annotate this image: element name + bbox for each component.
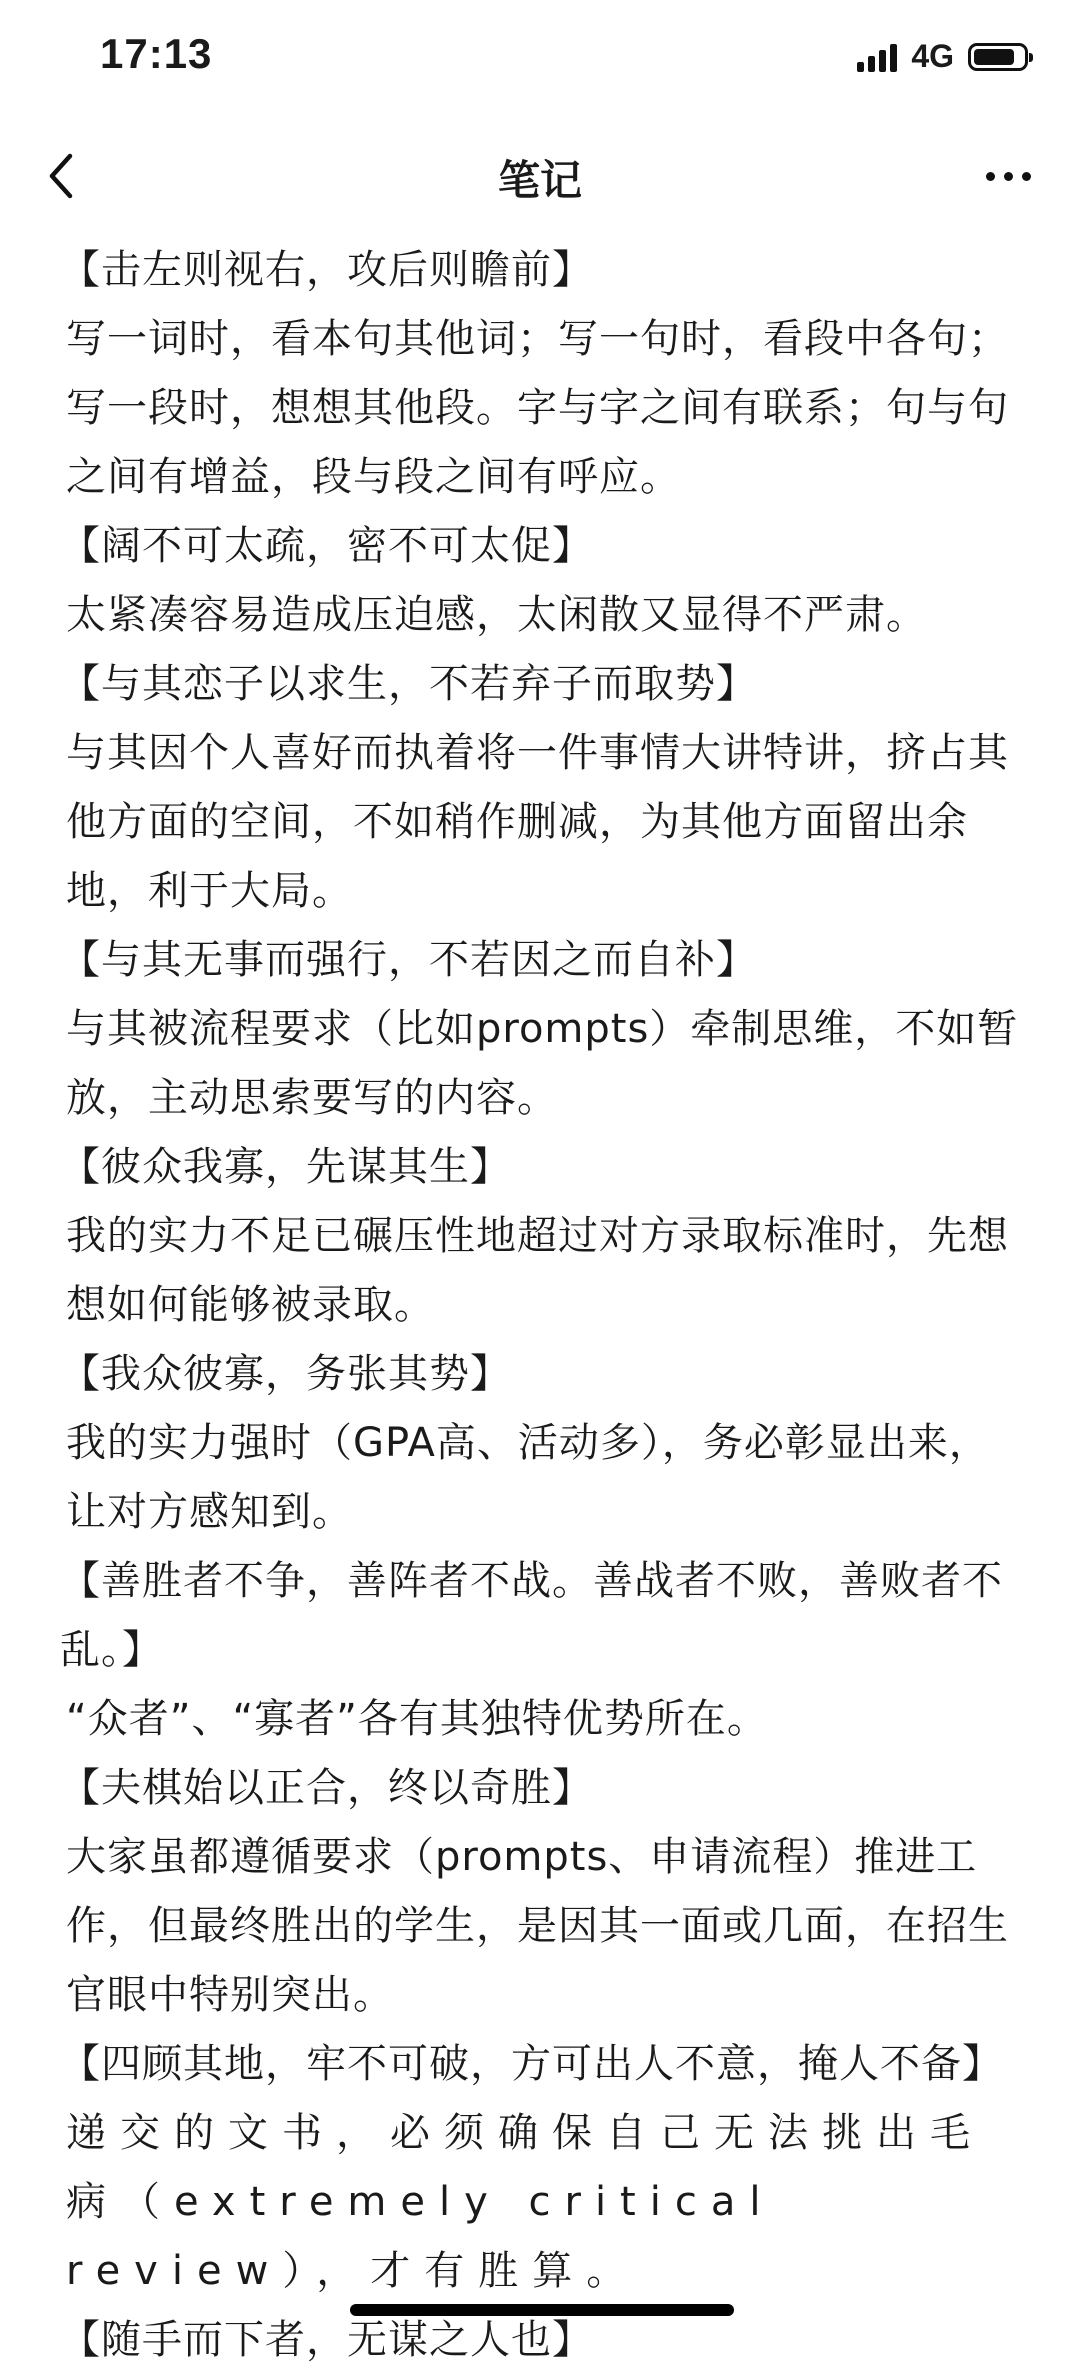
- note-heading: 【与其恋子以求生，不若弃子而取势】: [60, 661, 757, 707]
- note-heading: 【彼众我寡，先谋其生】: [60, 1144, 511, 1190]
- network-type-label: 4G: [911, 38, 954, 74]
- status-time: 17:13: [100, 30, 213, 77]
- note-heading: 【四顾其地，牢不可破，方可出人不意，掩人不备】: [60, 2041, 1003, 2087]
- status-bar: [0, 0, 1080, 120]
- more-options-icon[interactable]: [986, 158, 1042, 194]
- note-heading: 【阔不可太疏，密不可太促】: [60, 523, 593, 569]
- note-heading: 【随手而下者，无谋之人也】: [60, 2317, 593, 2363]
- note-heading: 【我众彼寡，务张其势】: [60, 1351, 511, 1397]
- navigation-bar: [0, 130, 1080, 220]
- battery-icon: [968, 43, 1028, 71]
- note-paragraph: “众者”、“寡者”各有其独特优势所在。: [66, 1696, 768, 1742]
- home-indicator[interactable]: [350, 2304, 734, 2316]
- note-paragraph: 写一词时，看本句其他词；写一句时，看段中各句；写一段时，想想其他段。字与字之间有联系；句与句之间有增益，段与段之间有呼应。: [66, 316, 1009, 500]
- note-heading: 【夫棋始以正合，终以奇胜】: [60, 1765, 593, 1811]
- note-paragraph: 与其被流程要求（比如prompts）牵制思维，不如暂放，主动思索要写的内容。: [66, 1006, 1019, 1121]
- note-paragraph: 我的实力不足已碾压性地超过对方录取标准时，先想想如何能够被录取。: [66, 1213, 1009, 1328]
- note-paragraph: 我的实力强时（GPA高、活动多），务必彰显出来，让对方感知到。: [66, 1420, 990, 1535]
- note-paragraph: 太紧凑容易造成压迫感，太闲散又显得不严肃。: [66, 592, 927, 638]
- note-heading: 【善胜者不争，善阵者不战。善战者不败，善败者不乱。】: [60, 1558, 1003, 1673]
- cellular-signal-icon: [857, 42, 897, 72]
- note-body: [60, 236, 1026, 2375]
- status-indicators: [857, 38, 1028, 75]
- note-paragraph: 与其因个人喜好而执着将一件事情大讲特讲，挤占其他方面的空间，不如稍作删减，为其他方面留出余地，利于大局。: [66, 730, 1009, 914]
- note-heading: 【与其无事而强行，不若因之而自补】: [60, 937, 757, 983]
- note-heading: 【击左则视右，攻后则瞻前】: [60, 247, 593, 293]
- note-paragraph: 大家虽都遵循要求（prompts、申请流程）推进工作，但最终胜出的学生，是因其一面或几面，在招生官眼中特别突出。: [66, 1834, 1009, 2018]
- page-title: 笔记: [497, 156, 582, 205]
- note-paragraph: 递交的文书，必须确保自己无法挑出毛病（extremely critical review），才有胜算。: [66, 2110, 984, 2294]
